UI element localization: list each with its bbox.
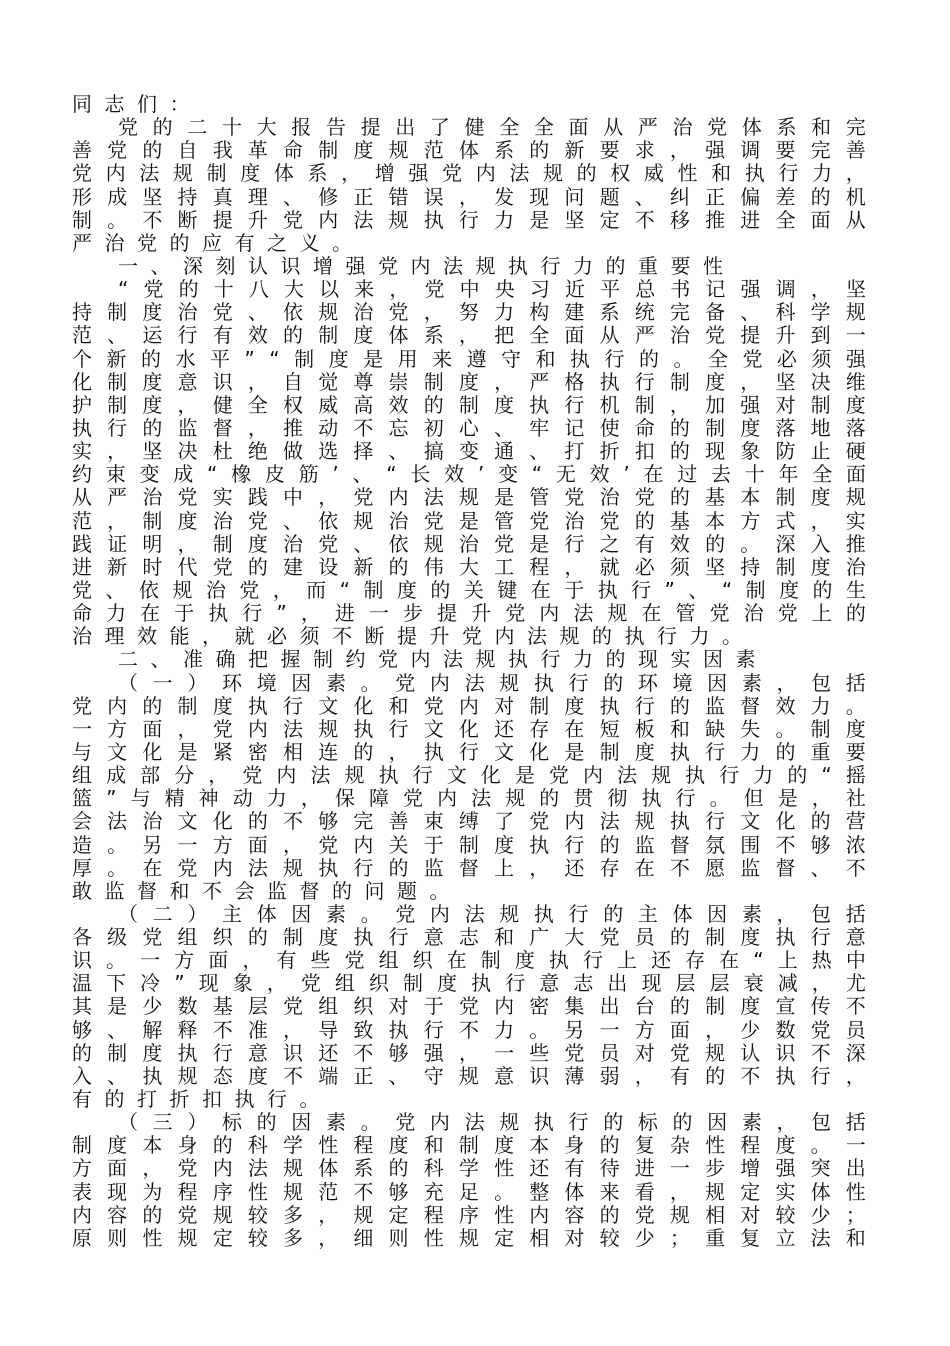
text-line: 进 新 时 代 党 的 建 设 新 的 伟 大 工 程 ， 就 必 须 坚 持 制 度 治 <box>72 554 866 579</box>
text-line: 护 制 度 ， 健 全 权 威 高 效 的 制 度 执 行 机 制 ， 加 强 对 制 度 <box>72 392 866 417</box>
text-line: 持 制 度 治 党 、 依 规 治 党 ， 努 力 构 建 系 统 完 备 、 科 学 规 <box>72 300 866 325</box>
text-line: 实 ， 坚 决 杜 绝 做 选 择 、 搞 变 通 、 打 折 扣 的 现 象 防 止 硬 <box>72 439 866 464</box>
text-line: 够 、 解 释 不 准 ， 导 致 执 行 不 力 。 另 一 方 面 ， 少 数 党 员 <box>72 1017 866 1042</box>
text-line: 会 法 治 文 化 的 不 够 完 善 束 缚 了 党 内 法 规 执 行 文 化 的 营 <box>72 809 866 834</box>
text-line: 其 是 少 数 基 层 党 组 织 对 于 党 内 密 集 出 台 的 制 度 宣 传 不 <box>72 994 866 1019</box>
text-line: 内 容 的 党 规 较 多 ， 规 定 程 序 性 内 容 的 党 规 相 对 较 少 ； <box>72 1202 866 1227</box>
text-line: 有的打折扣执行。 <box>72 1087 332 1112</box>
text-line: （ 三 ） 标 的 因 素 。 党 内 法 规 执 行 的 标 的 因 素 ， 包 括 <box>118 1110 866 1135</box>
text-line: 化 制 度 意 识 ， 自 觉 尊 崇 制 度 ， 严 格 执 行 制 度 ， 坚 决 维 <box>72 369 866 394</box>
text-line: 厚 。 在 党 内 法 规 执 行 的 监 督 上 ， 还 存 在 不 愿 监 督 、 不 <box>72 855 866 880</box>
text-line: 识 。 一 方 面 ， 有 些 党 组 织 在 制 度 执 行 上 还 存 在 “ 上 热 中 <box>72 948 866 973</box>
text-line: 敢监督和不会监督的问题。 <box>72 878 462 903</box>
text-line: 善 党 的 自 我 革 命 制 度 规 范 体 系 的 新 要 求 ， 强 调 要 完 善 <box>72 138 866 163</box>
text-line: 制 。 不 断 提 升 党 内 法 规 执 行 力 是 坚 定 不 移 推 进 全 面 从 <box>72 207 866 232</box>
text-line: 治理效能，就必须不断提升党内法规的执行力。 <box>72 624 755 649</box>
text-line: 一 方 面 ， 党 内 法 规 执 行 文 化 还 存 在 短 板 和 缺 失 。 制 度 <box>72 716 866 741</box>
text-line: 造 。 另 一 方 面 ， 党 内 关 于 制 度 执 行 的 监 督 氛 围 不 够 浓 <box>72 832 866 857</box>
text-line: 表 现 为 程 序 性 规 范 不 够 充 足 。 整 体 来 看 ， 规 定 实 体 性 <box>72 1179 866 1204</box>
text-line: 执 行 的 监 督 ， 推 动 不 忘 初 心 、 牢 记 使 命 的 制 度 落 地 落 <box>72 415 866 440</box>
text-line: 入 、 执 规 态 度 不 端 正 、 守 规 意 识 薄 弱 ， 有 的 不 执 行 ， <box>72 1063 866 1088</box>
text-line: 严治党的应有之义。 <box>72 230 365 255</box>
text-line: 党 的 二 十 大 报 告 提 出 了 健 全 全 面 从 严 治 党 体 系 和 完 <box>118 115 866 140</box>
text-line: “ 党 的 十 八 大 以 来 ， 党 中 央 习 近 平 总 书 记 强 调 ， 坚 <box>118 277 866 302</box>
text-line: 命 力 在 于 执 行 ” ， 进 一 步 提 升 党 内 法 规 在 管 党 治 党 上 的 <box>72 601 866 626</box>
text-line: 范 、 运 行 有 效 的 制 度 体 系 ， 把 全 面 从 严 治 党 提 升 到 一 <box>72 323 866 348</box>
text-line: 党 、 依 规 治 党 ， 而 “ 制 度 的 关 键 在 于 执 行 ” 、 “ 制 度 的 生 <box>72 577 866 602</box>
text-line: 与 文 化 是 紧 密 相 连 的 ， 执 行 文 化 是 制 度 执 行 力 的 重 要 <box>72 739 866 764</box>
text-line: （ 二 ） 主 体 因 素 。 党 内 法 规 执 行 的 主 体 因 素 ， 包 括 <box>118 901 866 926</box>
text-line: 篮 ” 与 精 神 动 力 ， 保 障 党 内 法 规 的 贯 彻 执 行 。 但 是 ， 社 <box>72 786 866 811</box>
text-line: 方 面 ， 党 内 法 规 体 系 的 科 学 性 还 有 待 进 一 步 增 强 突 出 <box>72 1156 866 1181</box>
section-heading: 二、准确把握制约党内法规执行力的现实因素 <box>118 647 768 672</box>
text-line: 范 ， 制 度 治 党 、 依 规 治 党 是 管 党 治 党 的 基 本 方 式 ， 实 <box>72 508 866 533</box>
text-line: 组 成 部 分 ， 党 内 法 规 执 行 文 化 是 党 内 法 规 执 行 力 的 “ 摇 <box>72 763 866 788</box>
text-line: 同志们： <box>72 92 202 116</box>
text-line: 践 证 明 ， 制 度 治 党 、 依 规 治 党 是 行 之 有 效 的 。 深 入 推 <box>72 531 866 556</box>
text-line: 个 新 的 水 平 ” “ 制 度 是 用 来 遵 守 和 执 行 的 。 全 党 必 须 强 <box>72 346 866 371</box>
text-line: 从 严 治 党 实 践 中 ， 党 内 法 规 是 管 党 治 党 的 基 本 制 度 规 <box>72 485 866 510</box>
document-page <box>72 93 866 1250</box>
text-line: 党 内 法 规 制 度 体 系 ， 增 强 党 内 法 规 的 权 威 性 和 执 行 力 ， <box>72 161 866 186</box>
text-line: 制 度 本 身 的 科 学 性 程 度 和 制 度 本 身 的 复 杂 性 程 度 。 一 <box>72 1133 866 1158</box>
text-line: 约 束 变 成 “ 橡 皮 筋 ’ 、 “ 长 效 ’ 变 “ 无 效 ’ 在 过 去 十 年 全 面 <box>72 462 866 487</box>
text-line: 党 内 的 制 度 执 行 文 化 和 党 内 对 制 度 执 行 的 监 督 效 力 。 <box>72 693 866 718</box>
text-line: （ 一 ） 环 境 因 素 。 党 内 法 规 执 行 的 环 境 因 素 ， 包 括 <box>118 670 866 695</box>
text-line: 原 则 性 规 定 较 多 ， 细 则 性 规 定 相 对 较 少 ； 重 复 立 法 和 <box>72 1225 866 1250</box>
text-line: 的 制 度 执 行 意 识 还 不 够 强 ， 一 些 党 员 对 党 规 认 识 不 深 <box>72 1040 866 1065</box>
text-line: 温 下 冷 ” 现 象 ， 党 组 织 制 度 执 行 意 志 出 现 层 层 衰 减 ， 尤 <box>72 971 866 996</box>
text-line: 各 级 党 组 织 的 制 度 执 行 意 志 和 广 大 党 员 的 制 度 执 行 意 <box>72 925 866 950</box>
section-heading: 一、深刻认识增强党内法规执行力的重要性 <box>118 253 736 278</box>
text-line: 形 成 坚 持 真 理 、 修 正 错 误 ， 发 现 问 题 、 纠 正 偏 差 的 机 <box>72 184 866 209</box>
